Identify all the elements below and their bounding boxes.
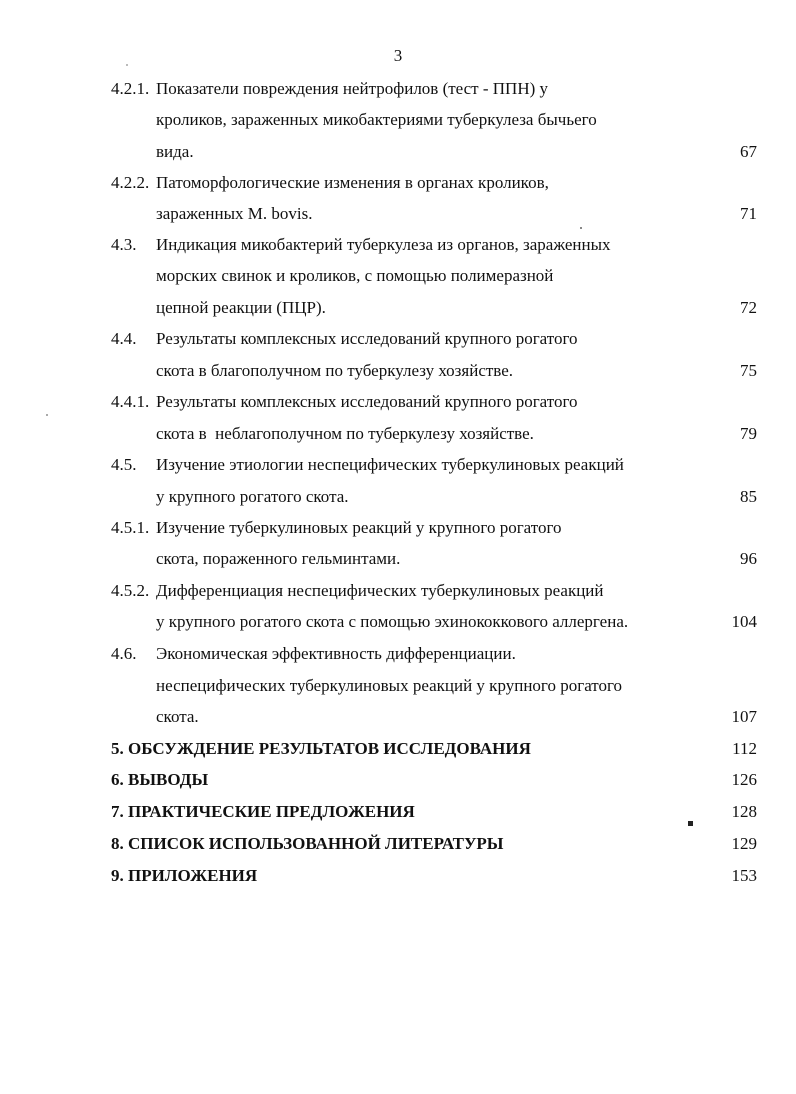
toc-chapter-8: 8. СПИСОК ИСПОЛЬЗОВАННОЙ ЛИТЕРАТУРЫ xyxy=(111,834,504,853)
page-number: 3 xyxy=(393,46,403,65)
toc-entry-text: Изучение этиологии неспецифических туберкулиновых реакций xyxy=(156,455,624,474)
toc-entry-text: Индикация микобактерий туберкулеза из органов, зараженных xyxy=(156,235,611,254)
toc-entry-text: зараженных M. bovis. xyxy=(156,204,313,223)
toc-chapter-9: 9. ПРИЛОЖЕНИЯ xyxy=(111,866,258,885)
toc-page-number: 104 xyxy=(731,612,757,631)
toc-page-number: 112 xyxy=(732,739,757,758)
toc-page-number: 72 xyxy=(740,298,757,317)
toc-entry-number: 4.5. xyxy=(111,455,137,474)
toc-entry-text: Показатели повреждения нейтрофилов (тест - ППН) у xyxy=(156,79,549,98)
toc-entry-text: Патоморфологические изменения в органах кроликов, xyxy=(156,173,549,192)
toc-entry-text: у крупного рогатого скота. xyxy=(156,487,349,506)
toc-page-number: 79 xyxy=(740,424,757,443)
toc-entry-text: скота. xyxy=(156,707,199,726)
toc-page-number: 96 xyxy=(740,549,757,568)
toc-entry-number: 4.2.1. xyxy=(111,79,150,98)
toc-entry-text: скота в неблагополучном по туберкулезу хозяйстве. xyxy=(156,424,534,443)
toc-entry-number: 4.4.1. xyxy=(111,392,150,411)
toc-entry-text: Дифференциация неспецифических туберкулиновых реакций xyxy=(156,581,604,600)
toc-entry-number: 4.2.2. xyxy=(111,173,150,192)
toc-chapter-7: 7. ПРАКТИЧЕСКИЕ ПРЕДЛОЖЕНИЯ xyxy=(111,802,415,821)
toc-entry-text: кроликов, зараженных микобактериями туберкулеза бычьего xyxy=(156,110,597,129)
toc-entry-text: цепной реакции (ПЦР). xyxy=(156,298,326,317)
toc-entry-text: морских свинок и кроликов, с помощью полимеразной xyxy=(156,266,554,285)
toc-page-number: 67 xyxy=(740,142,757,161)
toc-entry-number: 4.5.2. xyxy=(111,581,150,600)
toc-entry-number: 4.6. xyxy=(111,644,137,663)
toc-page-number: 129 xyxy=(731,834,757,853)
scan-speck xyxy=(126,64,128,66)
toc-entry-text: Экономическая эффективность дифференциации. xyxy=(156,644,516,663)
toc-page-number: 107 xyxy=(731,707,757,726)
toc-entry-number: 4.3. xyxy=(111,235,137,254)
toc-entry-text: у крупного рогатого скота с помощью эхинококкового аллергена. xyxy=(156,612,629,631)
toc-entry-text: Результаты комплексных исследований крупного рогатого xyxy=(156,392,578,411)
toc-entry-number: 4.4. xyxy=(111,329,137,348)
toc-page-number: 126 xyxy=(731,770,757,789)
toc-entry-text: Изучение туберкулиновых реакций у крупного рогатого xyxy=(156,518,562,537)
toc-page-number: 128 xyxy=(731,802,757,821)
toc-page-number: 153 xyxy=(731,866,757,885)
toc-page-number: 71 xyxy=(740,204,757,223)
toc-entry-text: скота, пораженного гельминтами. xyxy=(156,549,401,568)
toc-entry-text: Результаты комплексных исследований крупного рогатого xyxy=(156,329,578,348)
toc-entry-number: 4.5.1. xyxy=(111,518,150,537)
scan-speck xyxy=(580,227,582,229)
toc-page-number: 75 xyxy=(740,361,757,380)
toc-chapter-6: 6. ВЫВОДЫ xyxy=(111,770,209,789)
scan-speck xyxy=(688,821,693,826)
toc-entry-text: неспецифических туберкулиновых реакций у крупного рогатого xyxy=(156,676,623,695)
toc-entry-text: вида. xyxy=(156,142,194,161)
toc-chapter-5: 5. ОБСУЖДЕНИЕ РЕЗУЛЬТАТОВ ИССЛЕДОВАНИЯ xyxy=(111,739,531,758)
scan-speck xyxy=(46,414,48,416)
toc-entry-text: скота в благополучном по туберкулезу хозяйстве. xyxy=(156,361,514,380)
toc-page-number: 85 xyxy=(740,487,757,506)
